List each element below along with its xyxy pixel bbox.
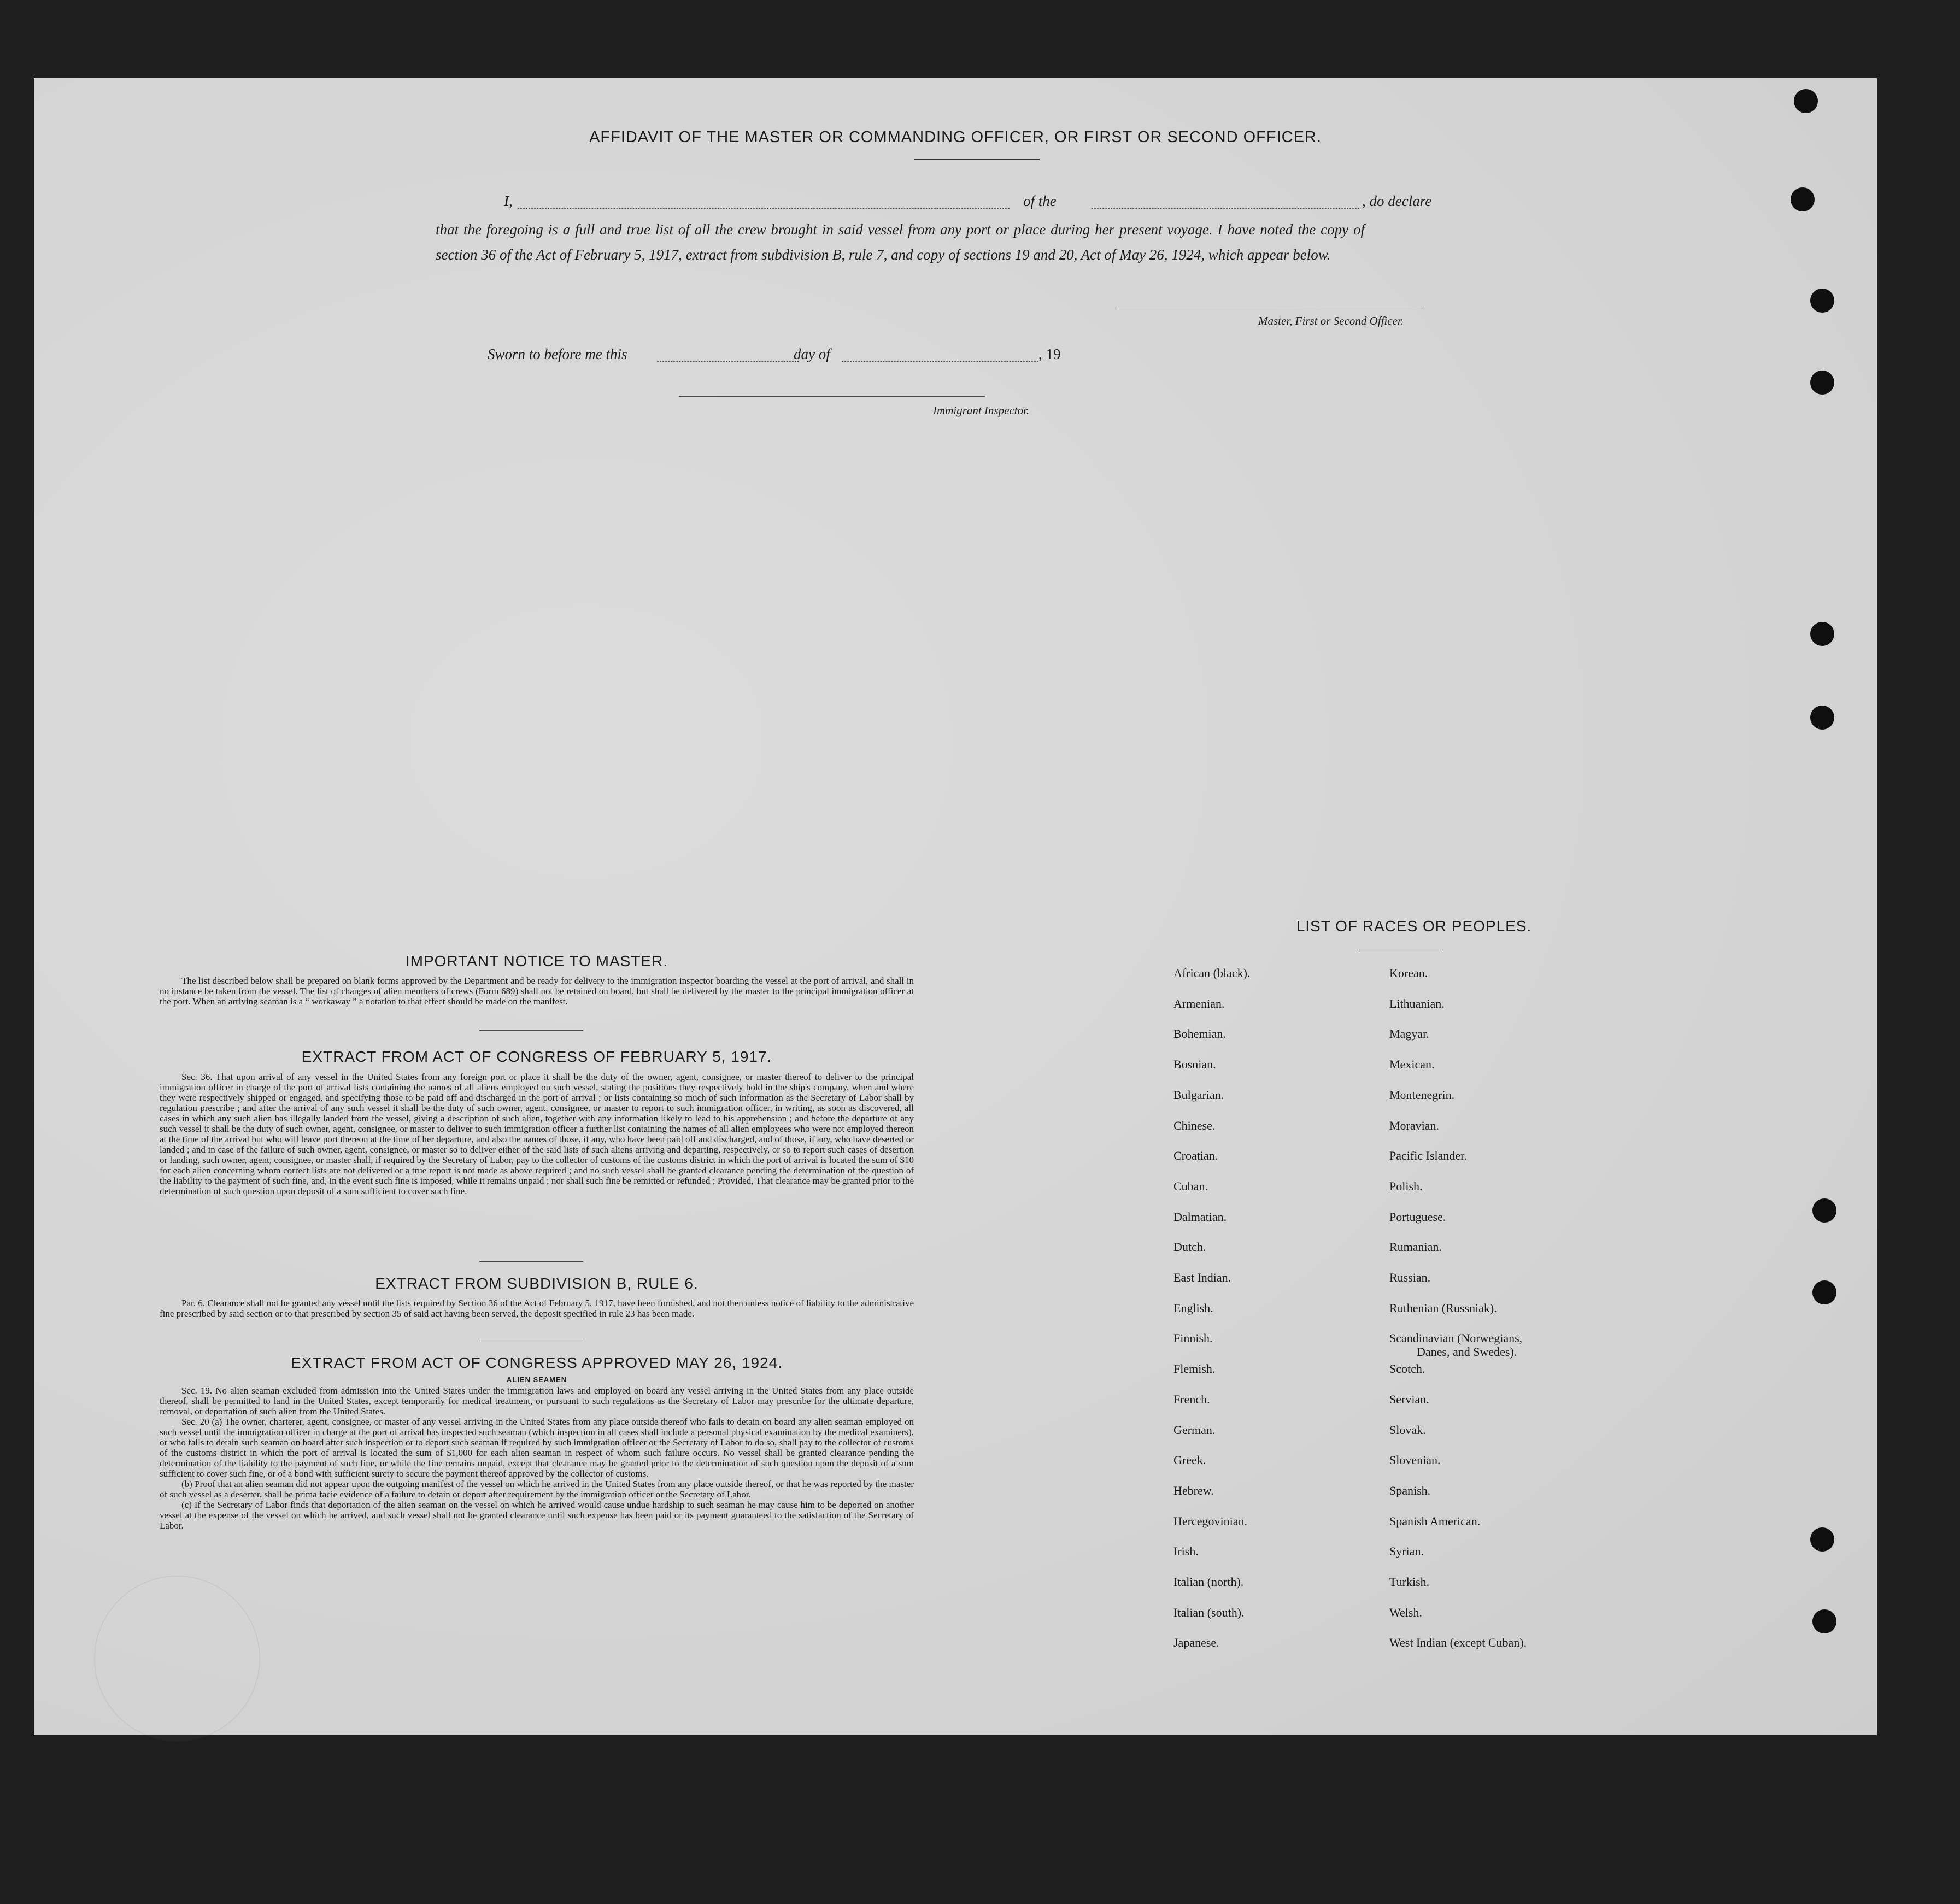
binder-hole (1810, 706, 1834, 730)
race-item: Chinese. (1173, 1118, 1216, 1132)
race-item: Japanese. (1173, 1636, 1219, 1650)
rule-6-title: EXTRACT FROM SUBDIVISION B, RULE 6. (375, 1275, 699, 1292)
binder-hole (1810, 622, 1834, 646)
race-item: Bohemian. (1173, 1027, 1226, 1041)
binder-hole (1791, 187, 1815, 211)
affidavit-text: that the foregoing is a full and true list of all the crew brought in said vessel from any port or place during her present voyage. I have noted the copy of section 36 of the Act of February 5, 1917, extract from subdivision B, rule 7, and copy of sections 19 and 20, Act of May 26, 1924, which appear below. (436, 221, 1365, 263)
race-item: Hercegovinian. (1173, 1514, 1247, 1528)
binder-hole (1812, 1280, 1836, 1304)
race-item: Greek. (1173, 1453, 1206, 1467)
notice-title: IMPORTANT NOTICE TO MASTER. (405, 953, 668, 969)
do-declare-label: , do declare (1362, 193, 1432, 209)
race-item: Ruthenian (Russniak). (1389, 1301, 1497, 1315)
race-item: Slovak. (1389, 1423, 1426, 1437)
race-item: Scotch. (1389, 1362, 1425, 1376)
inspector-label: Immigrant Inspector. (933, 404, 1030, 417)
affidavit-title: AFFIDAVIT OF THE MASTER OR COMMANDING OFFICER, OR FIRST OR SECOND OFFICER. (589, 128, 1322, 146)
race-item: Armenian. (1173, 996, 1225, 1010)
binder-hole (1810, 1527, 1834, 1552)
binder-hole (1812, 1198, 1836, 1223)
race-item: Polish. (1389, 1179, 1423, 1193)
affidavit-i-label: I, (504, 193, 513, 209)
races-title: LIST OF RACES OR PEOPLES. (1296, 918, 1532, 935)
vessel-blank-line[interactable] (1092, 208, 1359, 209)
race-item: Slovenian. (1389, 1453, 1441, 1467)
sec-20a-paragraph: Sec. 20 (a) The owner, charterer, agent, consignee, or master of any vessel arriving in the United States from any place outside thereof who fails to detain on board any alien seaman employed on such vessel until the immigration officer in charge at the port of arrival has inspected such seaman (which inspection in all cases shall include a personal physical examination by the medical examiners), or who fails to detain such seaman on board after such inspection or to deport such seaman if required by such immigration officer or the Secretary of Labor to do so, shall pay to the collector of customs of the customs district in which the port of arrival is located the sum of $1,000 for each alien seaman in respect of whom such failure occurs. No vessel shall be granted clearance pending the determination of the liability to the payment of such fine, or while the fine remains unpaid, except that clearance may be granted prior to the determination of such question upon the deposit of a sum sufficient to cover such fine, or of a bond with sufficient surety to secure the payment thereof approved by the collector of customs. (160, 1417, 914, 1479)
sworn-month-line[interactable] (842, 361, 1038, 362)
race-item: French. (1173, 1392, 1210, 1406)
race-item: German. (1173, 1423, 1216, 1437)
divider (479, 1030, 583, 1031)
race-item: Hebrew. (1173, 1483, 1214, 1497)
section-36-paragraph: Sec. 36. That upon arrival of any vessel in the United States from any foreign port or place it shall be the duty of the owner, agent, consignee, or master thereof to deliver to the principal immigration officer in charge of the port of arrival lists containing the names of all aliens employed on such vessel, stating the positions they respectively hold in the ship's company, when and where they were respectively shipped or engaged, and specifying those to be paid off and discharged in the port of arrival ; or lists containing so much of such information as the Secretary of Labor shall by regulation prescribe ; and after the arrival of any such vessel it shall be the duty of such owner, agent, consignee, or master to report to such immigration officer, in writing, as soon as discovered, all cases in which any such alien has illegally landed from the vessel, giving a description of such alien, together with any information likely to lead to his apprehension ; and before the departure of any such vessel it shall be the duty of such owner, agent, consignee, or master to deliver to such immigration officer a further list containing the names of all alien employees who were not employed thereon at the time of the arrival but who will leave port thereon at the time of her departure, and also the names of those, if any, who have been paid off and discharged, and of those, if any, who have deserted or landed ; and in case of the failure of such owner, agent, consignee, or master so to deliver either of the said lists of such aliens arriving and departing, respectively, or so to report such cases of desertion or landing, such owner, agent, consignee, or master shall, if required by the Secretary of Labor, pay to the collector of customs of the customs district in which the port of arrival is located the sum of $10 for each alien concerning whom correct lists are not delivered or a true report is not made as above required ; and no such vessel shall be granted clearance pending the determination of the question of the liability to the payment of such fine, and, in the event such fine is imposed, while it remains unpaid ; nor shall such fine be remitted or refunded ; Provided, That clearance may be granted prior to the determination of such question upon deposit of a sum sufficient to cover such fine. (160, 1072, 914, 1196)
race-item: Flemish. (1173, 1362, 1216, 1376)
race-item: Turkish. (1389, 1575, 1430, 1589)
race-item: Cuban. (1173, 1179, 1208, 1193)
master-signature-label: Master, First or Second Officer. (1258, 314, 1404, 327)
extract-1924-title: EXTRACT FROM ACT OF CONGRESS APPROVED MAY 26, 1924. (290, 1354, 783, 1371)
of-the-label: of the (1023, 193, 1057, 209)
race-item: English. (1173, 1301, 1213, 1315)
race-item: Pacific Islander. (1389, 1149, 1467, 1163)
race-item: Welsh. (1389, 1605, 1422, 1619)
name-blank-line[interactable] (518, 208, 1010, 209)
race-item: Scandinavian (Norwegians, (1389, 1331, 1523, 1345)
day-of-label: day of (794, 346, 830, 362)
race-item: Spanish. (1389, 1483, 1431, 1497)
race-item: Bosnian. (1173, 1057, 1216, 1072)
race-item: Mexican. (1389, 1057, 1435, 1072)
notice-paragraph: The list described below shall be prepared on blank forms approved by the Department and be ready for delivery to the immigration inspector boarding the vessel at the port of arrival, and shall in no instance be taken from the vessel. The list of changes of alien members of crews (Form 689) shall not be retained on board, but shall be delivered by the master to the principal immigration officer at the port. When an arriving seaman is a “ workaway ” a notation to that effect should be made on the manifest. (160, 975, 914, 1007)
title-underline (914, 159, 1040, 160)
sec-19-paragraph: Sec. 19. No alien seaman excluded from admission into the United States under the immigration laws and employed on board any vessel arriving in the United States from any place outside thereof, shall be permitted to land in the United States, except temporarily for medical treatment, or pursuant to such regulations as the Secretary of Labor may prescribe for the ultimate departure, removal, or deportation of such alien from the United States. (160, 1385, 914, 1417)
par-6-paragraph: Par. 6. Clearance shall not be granted any vessel until the lists required by Section 36 of the Act of February 5, 1917, have been furnished, and not then unless notice of liability to the administrative fine prescribed by said section or to that prescribed by section 35 of said act having been served, the deposit specified in rule 23 has been made. (160, 1298, 914, 1319)
extract-1924-text (160, 1385, 914, 1531)
notice-text (160, 975, 914, 1007)
race-item: Magyar. (1389, 1027, 1429, 1041)
rule-6-text (160, 1298, 914, 1319)
race-item: Korean. (1389, 966, 1428, 980)
extract-1917-title: EXTRACT FROM ACT OF CONGRESS OF FEBRUARY 5, 1917. (301, 1048, 772, 1065)
document-page (34, 78, 1877, 1735)
race-item: Italian (south). (1173, 1605, 1245, 1619)
sworn-label: Sworn to before me this (488, 346, 627, 362)
race-item: Portuguese. (1389, 1209, 1446, 1224)
race-item: Croatian. (1173, 1149, 1218, 1163)
race-item: Dalmatian. (1173, 1209, 1227, 1224)
race-item: Spanish American. (1389, 1514, 1481, 1528)
race-item-continuation: Danes, and Swedes). (1417, 1345, 1517, 1359)
divider (479, 1261, 583, 1262)
race-item: Lithuanian. (1389, 996, 1445, 1010)
race-item: Russian. (1389, 1271, 1431, 1284)
race-item: Syrian. (1389, 1544, 1424, 1559)
race-item: Italian (north). (1173, 1575, 1244, 1589)
race-item: West Indian (except Cuban). (1389, 1636, 1527, 1650)
inspector-signature-line[interactable] (679, 396, 985, 397)
race-item: Moravian. (1389, 1118, 1440, 1132)
binder-hole (1794, 89, 1818, 113)
binder-hole (1810, 371, 1834, 395)
race-item: Irish. (1173, 1544, 1199, 1559)
race-item: East Indian. (1173, 1271, 1231, 1284)
race-item: Montenegrin. (1389, 1088, 1455, 1102)
alien-seamen-subtitle: ALIEN SEAMEN (506, 1376, 567, 1384)
race-item: Dutch. (1173, 1240, 1206, 1254)
race-item: Bulgarian. (1173, 1088, 1224, 1102)
embossed-seal (94, 1576, 260, 1742)
sworn-day-line[interactable] (657, 361, 799, 362)
race-item: African (black). (1173, 966, 1251, 980)
binder-hole (1810, 289, 1834, 313)
binder-hole (1812, 1609, 1836, 1633)
sec-20c-paragraph: (c) If the Secretary of Labor finds that deportation of the alien seaman on the vessel on which he arrived would cause undue hardship to such seaman he may cause him to be deported on another vessel at the expense of the vessel on which he arrived, and such vessel shall not be granted clearance until such expense has been paid or its payment guaranteed to the satisfaction of the Secretary of Labor. (160, 1500, 914, 1531)
sec-20b-paragraph: (b) Proof that an alien seaman did not appear upon the outgoing manifest of the vessel on which he arrived in the United States from any place outside thereof, or that he was reported by the master of such vessel as a deserter, shall be prima facie evidence of a failure to detain or deport after requirement by the immigration officer or the Secretary of Labor. (160, 1479, 914, 1500)
year-prefix: , 19 (1038, 346, 1061, 362)
race-item: Rumanian. (1389, 1240, 1442, 1254)
extract-1917-text (160, 1072, 914, 1196)
race-item: Servian. (1389, 1392, 1429, 1406)
race-item: Finnish. (1173, 1331, 1213, 1345)
